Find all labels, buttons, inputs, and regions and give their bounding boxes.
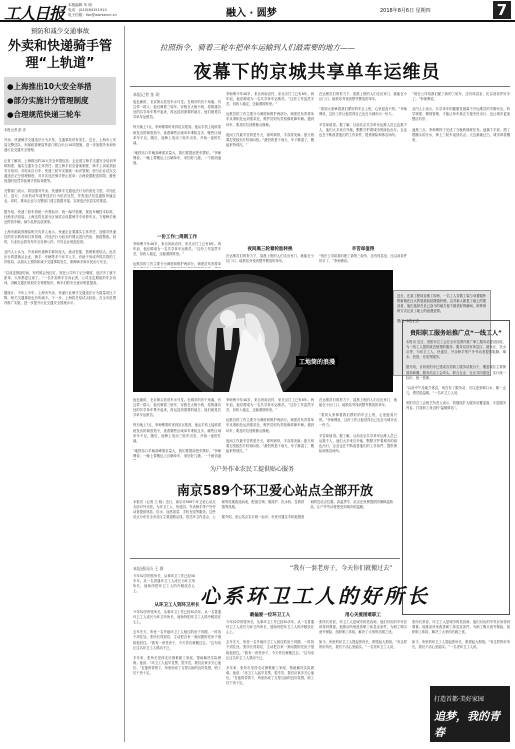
photo-caption: 近日，在某工程项目施工现场，一名工人穿着工装与身着婚纱的新娘在巨大的管道前拍摄婚纱照。这对新人都是工地上的建设者，他们选择在自己奋斗的地方留下最美好的瞬间，用特别的方式记录工地上的浪漫爱情。 图/文 本报记者 bbox=[397, 294, 487, 323]
edition-info: 本版编辑 朱 明 电话：(010)84151910 电子信箱：foc@workercn.cn bbox=[68, 3, 117, 17]
badge-line-1: 打造首都·美好家园 bbox=[434, 696, 484, 703]
mid-article-body: 本报讯（记者 王 晓）近日，南京市589个环卫爱心站点全部对外开放，为环卫工人、快递员、外卖骑手等户外劳动者提供休息、饮水、加热饭菜、手机充电等服务。这些站点分布在全市各区主要道路沿线，依托环卫作息点、公厕等设施改造而成，配备空调、微波炉、饮水机、急救药箱等设施。 据介绍，爱心站点实行统一标识，市民可通过手机地图查询附近站点位置。高温季节，站点还免费提供防暑降温物品，让户外劳动者感受到城市的温暖。 bbox=[133, 500, 393, 520]
masthead bbox=[0, 0, 515, 22]
column-badge bbox=[430, 686, 510, 742]
bottom-article-deck: “我有一套老房子，今天你们就搬过去” bbox=[290, 565, 393, 572]
top-article-deck: 拉照指令，骑着三轮车把单车运输到人们最需要的地方—— bbox=[160, 43, 355, 52]
top-article-subhead-2: 夜间黑三轮着轮胎转换 bbox=[247, 247, 293, 252]
top-article-tail-1: 夜色渐浓，北京街头依旧车水马龙。在城市的各个角落，有这样一群人：他们骑着三轮车，穿梭在大街小巷，将散落各处的共享单车集中起来，再运送到需要的地方。他们就是共享单车运维员。 每天晚上7点，李师傅准时来到站点报到。他从手机上接收系统发出的调度指令，查看哪些区域单车堆积过多，哪些区域单车不足。随后，他骑上电动三轮车出发，开始一夜的忙碌。 “地铁站口早晚高峰需求量大，我们要提前把车摆好。”李师傅说，一晚上要搬运上百辆单车，来回好几趟，一干就到凌 bbox=[133, 398, 221, 459]
left-article bbox=[4, 26, 116, 742]
top-article-headline: 夜幕下的京城共享单车运维员 bbox=[193, 62, 441, 83]
top-article-col1: 夜色渐浓，北京街头依旧车水马龙。在城市的各个角落，有这样一群人：他们骑着三轮车，穿梭在大街小巷，将散落各处的共享单车集中起来，再运送到需要的地方。他们就是共享单车运维员。 每天晚上7点，李师傅准时来到站点报到。他从手机上接收系统发出的调度指令，查看哪些区域单车堆积过多，哪些区域单车不足。随后，他骑上电动三轮车出发，开始一夜的忙碌。 “地铁站口早晚高峰需求量大，我们要提前把车摆好。”李师傅说，一晚上要搬运上百辆单车，来回好几趟，一干就到凌晨。 bbox=[133, 100, 221, 166]
bottom-article-intro: 今年52岁的张所长，从事环卫工作已经30多年。从一名普通环卫工人成长为环卫所所长，他始终把环卫工人的冷暖放在心上。 bbox=[133, 574, 195, 594]
issue-date: 2018年8月6日 星期四 bbox=[380, 8, 431, 14]
mid-article-headline: 南京589个环卫爱心站点全部开放 bbox=[176, 484, 374, 499]
left-article-body: 本报记者 彭 洋 外卖、快递骑手交通违法行为多发，交通事故时有发生。近日，上海市公安局交警总队、市邮政管理局等部门联合出台10项措施，进一步加强外卖和快递行业交通安全管理。 记者了解到，上海推出的10大安全举措包括：企业建立骑手交通安全培训考核制度，落实交通安全主体责任；建立骑手信息备案制度，骑手上岗前须经安全培训；对电动自行车、快递三轮车实施统一标识管理；部分企业试点交通违法记分管理制度，对多次违法骑手停止派单；合理设置配送时限，避免因超时处罚导致骑手冒险驾驶等。 交警部门表示，将加强对外卖、快递骑手交通违法行为的查处力度，对闯红灯、逆行、占用机动车道等违法行为依法处罚，并将违法信息通报所属企业。同时，推动企业与交警部门建立数据对接，实现违法信息实时推送。 据介绍，快递三轮车将统一外观标识、统一编号管理，规范车辆技术标准，杜绝非法改装。上海还将在部分区域试点设置骑手专用停车点，方便骑手就近停放车辆，减少乱停乱放现象。 上海市邮政管理局相关负责人表示，快递企业要落实主体责任，加强对快递员的安全教育和日常管理，对违法行为较多的网点进行约谈，督促整改。同时，行业协会将发布安全自律公约，引导企业规范经营。 业内人士认为，外卖和快递骑手群体庞大，流动性强，管理难度较大。此次出台的措施从企业、骑手、车辆等多个环节入手，有助于形成齐抓共管的工作格局，从源头上预防和减少交通事故发生，保障骑手和市民出行安全。 “以前送餐赶时间，有时候会闯红灯，现在公司有了记分制度，违法多了就不派单，大家都更注意了。”一名外卖骑手告诉记者，公司还定期组织安全培训，讲解交通法规和安全驾驶知识，骑手们的安全意识明显提高。 据统计，今年上半年，上海市外卖、快递行业骑手交通违法行为数量同比下降，相关交通事故也有所减少。下一步，上海将总结试点经验，在全市范围内推广实施，进一步提升行业交通安全管理水平。 bbox=[4, 128, 116, 306]
top-article-subhead-3: 辛苦却值得 bbox=[351, 247, 375, 252]
bottom-article-subhead-3: 用心关爱困难职工 bbox=[345, 613, 381, 618]
mid-article-rule bbox=[130, 558, 400, 559]
bottom-article-col1: 今年52岁的张所长，从事环卫工作已经30多年。从一名普通环卫工人成长为环卫所所长，他始终把环卫工人的冷暖放在心上。 去年冬天，所里一名外地环卫工人租住的房子到期，一时找不到住处。张所长得知后，主动把自家一套闲置的老房子借给他居住。“我有一套老房子，今天你们就搬过去。”这句话让这名环卫工人感动不已。 多年来，张所长坚持走访困难职工家庭，帮助解决实际困难。他说：“环卫工人起早贪黑，很辛苦，我们应该多关心他们。”在他的带领下，所里形成了互帮互助的良好氛围，职工们干劲十足。 bbox=[133, 610, 221, 676]
photo-label: 工地筒的浪漫 bbox=[296, 356, 338, 367]
left-subhead-1: ●上海推出10大安全举措 bbox=[7, 82, 92, 91]
page-number: 7 bbox=[493, 1, 511, 19]
left-article-headline: 外卖和快递骑手管理“上轨道” bbox=[7, 39, 112, 71]
bottom-article-col3: 张所长常说，环卫工人是城市的美容师，他们付出的辛劳应该得到尊重。他推动所里改善职工休息室条件，为职工购买意外保险，组织职工体检，解决了大家的后顾之忧。 如今，所里的环卫工人提起张所长，都竖起大拇指。“有这样的好所长，我们干活心里踏实。”一名老环卫工人说。 bbox=[319, 620, 407, 650]
left-article-kicker: 预防和减少交通事故 bbox=[30, 27, 90, 35]
right-article-title: 贵阳职工服务站推广点“一线工人” bbox=[410, 330, 502, 337]
bottom-article-col2: 今年52岁的张所长，从事环卫工作已经30多年。从一名普通环卫工人成长为环卫所所长，他始终把环卫工人的冷暖放在心上。 去年冬天，所里一名外地环卫工人租住的房子到期，一时找不到住处。张所长得知后，主动把自家一套闲置的老房子借给他居住。“我有一套老房子，今天你们就搬过去。”这句话让这名环卫工人感动不已。 多年来，张所长坚持走访困难职工家庭，帮助解决实际困难。他说：“环卫工人起早贪黑，很辛苦，我们应该多关心他们。”在他的带领下，所里形成了互帮互助的良好氛围，职工们干劲十足。 bbox=[226, 620, 314, 686]
top-article-col4: “现在公司给我们配了新的三轮车，还有休息室，比以前条件好多了。”李师傅说。 业内人士表示，共享单车的健康发展离不开运维员的辛勤付出。科学调度、精细管理，才能让单车真正方便市民出行，也让城市更加整洁有序。 凌晨三点，李师傅终于完成了当晚的调度任务。他摘下手套，擦了擦额头的汗水，骑上三轮车返回站点。天边渐渐泛白，城市即将醒来。 bbox=[412, 92, 510, 142]
headline-rule bbox=[130, 86, 510, 87]
top-article-col2: 李师傅今年40岁，来自河南农村，来北京打工已有8年。两年前，他应聘成为一名共享单车运维员。“这份工作虽然辛苦，但收入稳定，还能照顾家里。” 运维员的工作主要分为调度和维护两部分。调度员负责将单车从堆积处运到需求处，维护员则负责检修故障车辆。遇到坏车，要及时拉回维修点修理。 夜间工作最辛苦的是冬天，寒风刺骨，手冻得发麻；夏天则要忍受蚊虫叮咬和闷热。“最怕的是下雨天，车子淋湿了，搬起来特别沉。” bbox=[226, 92, 314, 147]
top-article-col1b: 李师傅今年40岁，来自河南农村，来北京打工已有8年。两年前，他应聘成为一名共享单车运维员。“这份工作虽然辛苦，但收入稳定，还能照顾家里。” 运维员的工作主要分为调度和维护两部分。调度员负责将单 bbox=[133, 242, 221, 267]
bottom-article-subhead-1: 从环卫工人到环卫所长 bbox=[154, 603, 200, 608]
mid-article-deck: 为户外作业农民工提供贴心服务 bbox=[210, 466, 295, 473]
column-divider bbox=[124, 26, 125, 742]
right-article-body: 本报讯 近日，贵阳市总工会在全市范围内推广职工服务站建设经验，为一线工人提供就近便捷的服务。服务站设有休息区、阅读区、饮水点等，为环卫工人、快递员、外卖骑手等户外劳动者提供歇脚、喝水、热饭、充电等服务。 据介绍，目前贵阳市已建成各类职工服务站数百个，覆盖城区主要街道和商圈。服务站由工会牵头，联合企业、社区共同建设，实行统一标识、统一管理。 “以前中午没地方休息，现在有了服务站，可以进来喝口水、歇一会儿，感觉很温暖。”一名环卫工人说。 贵阳市总工会相关负责人表示，将继续扩大服务站覆盖面，丰富服务内容，打造职工身边的“温暖驿站”。 bbox=[406, 340, 506, 411]
bottom-article-byline: 本报通讯员 王 群 bbox=[133, 566, 164, 571]
top-article-subhead-1: 一份工作□周期工作 bbox=[156, 235, 198, 240]
newspaper-logo: 工人日报 bbox=[4, 4, 65, 23]
top-article-col3b: “现在公司给我们配了新的三轮车，还有休息室，比以前条件好多了。”李师傅说。 bbox=[319, 254, 407, 264]
left-subhead-2: ●部分实施计分管理制度 bbox=[7, 96, 89, 105]
bottom-article-subhead-2: 最偏爱一位环卫工人 bbox=[249, 613, 291, 618]
top-article-col2b: 在运维员们的努力下，清晨上班的人们走出家门，就能在小区门口、地铁站旁找到整齐摆放的单车。 bbox=[226, 254, 314, 264]
wedding-photo bbox=[133, 270, 393, 392]
top-article-byline: 本报记者 张 玥 bbox=[133, 92, 160, 97]
top-article-tail-2: 李师傅今年40岁，来自河南农村，来北京打工已有8年。两年前，他应聘成为一名共享单车运维员。“这份工作虽然辛苦，但收入稳定，还能照顾家里。” 运维员的工作主要分为调度和维护两部分。调度员负责将单车从堆积处运到需求处，维护员则负责检修故障车辆。遇到坏车，要及时拉回维修点修理。 夜间工作最辛苦的是冬天，寒风刺骨，手冻得发麻；夏天则要忍受蚊虫叮咬和闷热。“最怕的是下雨天，车子淋湿了，搬起来特别沉。” bbox=[226, 398, 314, 453]
section-title: 融入 · 圆梦 bbox=[226, 8, 277, 19]
bottom-article-headline: 心系环卫工人的好所长 bbox=[200, 584, 430, 608]
left-article-subheads bbox=[4, 77, 116, 125]
photo-illustration bbox=[133, 270, 393, 392]
left-subhead-3: ●合理规范快递三轮车 bbox=[7, 110, 82, 119]
top-article-tail-3: 在运维员们的努力下，清晨上班的人们走出家门，就能在小区门口、地铁站旁找到整齐摆放的单车。 “看到大家骑着我们摆好的车去上班，心里挺高兴的。”李师傅说，这份工作让他觉得自己也在为城市出一份力。 辛苦却值得。据了解，目前北京共享单车运维人员已达数千人，他们大多来自外地，默默守护着城市的绿色出行。企业也在不断改善他们的工作条件，提供保险和休息场所。 bbox=[319, 398, 397, 453]
top-article-col3: 在运维员们的努力下，清晨上班的人们走出家门，就能在小区门口、地铁站旁找到整齐摆放的单车。 “看到大家骑着我们摆好的车去上班，心里挺高兴的。”李师傅说，这份工作让他觉得自己也在为城市出一份力。 辛苦却值得。据了解，目前北京共享单车运维人员已达数千人，他们大多来自外地，默默守护着城市的绿色出行。企业也在不断改善他们的工作条件，提供保险和休息场所。 bbox=[319, 92, 407, 137]
badge-line-2: 追梦，我的青春 bbox=[434, 710, 500, 739]
bottom-article-col4: 张所长常说，环卫工人是城市的美容师，他们付出的辛劳应该得到尊重。他推动所里改善职工休息室条件，为职工购买意外保险，组织职工体检，解决了大家的后顾之忧。 如今，所里的环卫工人提起张所长，都竖起大拇指。“有这样的好所长，我们干活心里踏实。”一名老环卫工人说。 bbox=[412, 620, 510, 650]
